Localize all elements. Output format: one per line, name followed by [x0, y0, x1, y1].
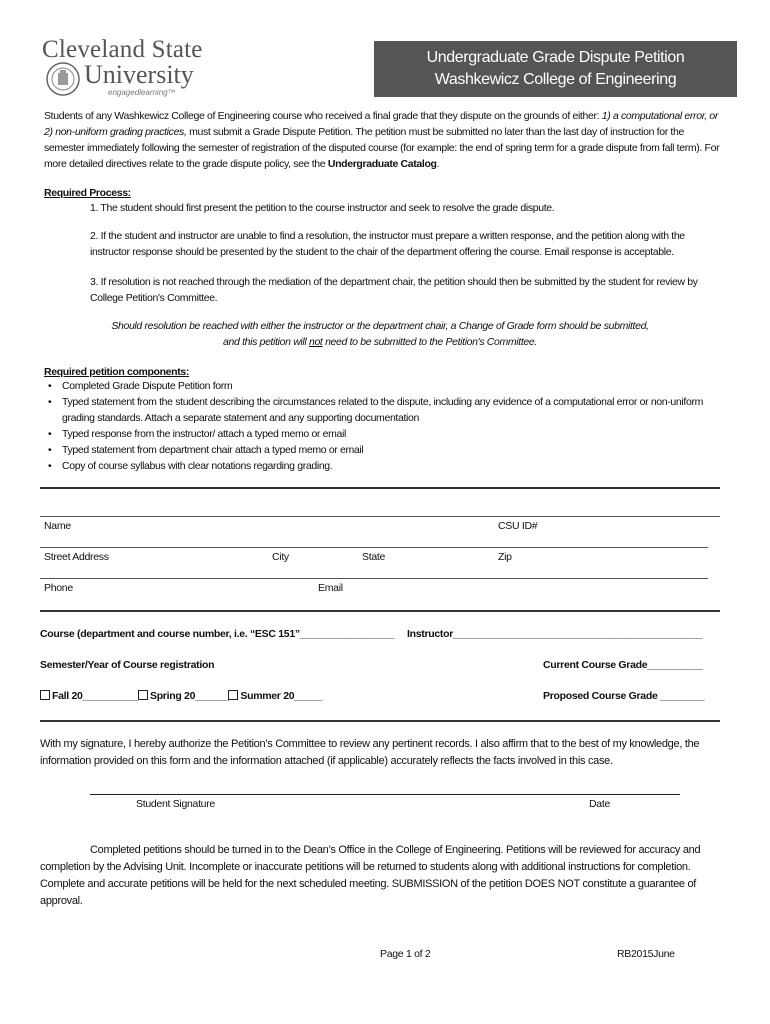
page-number: Page 1 of 2	[380, 948, 431, 960]
proposed-grade-field[interactable]: Proposed Course Grade ________	[543, 690, 705, 702]
intro-paragraph	[44, 108, 724, 172]
spring-checkbox[interactable]	[138, 690, 148, 700]
note-line-2b: need to be submitted to the Petition's Committee.	[322, 336, 537, 348]
divider	[40, 610, 720, 612]
date-label: Date	[589, 798, 610, 810]
state-label: State	[362, 551, 386, 563]
term-options	[40, 690, 322, 702]
phone-label: Phone	[44, 582, 73, 594]
form-title-box	[374, 41, 737, 97]
required-components-heading: Required petition components:	[44, 366, 190, 378]
form-subtitle: Washkewicz College of Engineering	[434, 71, 677, 88]
signature-line[interactable]	[90, 794, 680, 795]
intro-end: .	[436, 158, 440, 170]
university-logo	[40, 36, 220, 106]
catalog-reference: Undergraduate Catalog	[327, 158, 437, 170]
logo-tagline: engagedlearning™	[108, 88, 176, 97]
current-grade-field[interactable]: Current Course Grade__________	[543, 659, 703, 671]
summer-checkbox[interactable]	[228, 690, 238, 700]
street-address-label: Street Address	[44, 551, 109, 563]
intro-grounds: 1) a computational error, or 2) non-uniform grading practices,	[44, 110, 719, 138]
required-process-heading: Required Process:	[44, 187, 131, 199]
city-label: City	[272, 551, 289, 563]
note-line-1: Should resolution be reached with either the instructor or the department chair, a Change of Grade form should be submitted,	[111, 320, 649, 332]
process-step-3: 3. If resolution is not reached through the mediation of the department chair, the petition should then be submitted by the student for review by College Petition's Committee.	[90, 276, 698, 304]
list-item: • Typed response from the instructor/ attach a typed memo or email	[44, 426, 724, 442]
divider	[40, 720, 720, 722]
logo-text-line1: Cleveland State	[42, 36, 203, 63]
summer-label: Summer 20_____	[240, 690, 322, 702]
university-seal-icon	[46, 62, 80, 96]
process-step-1: 1. The student should first present the petition to the course instructor and seek to resolve the grade dispute.	[90, 202, 555, 214]
semester-label: Semester/Year of Course registration	[40, 659, 215, 671]
list-item: • Copy of course syllabus with clear notations regarding grading.	[44, 458, 724, 474]
form-title: Undergraduate Grade Dispute Petition	[426, 49, 685, 66]
address-line[interactable]	[40, 578, 708, 579]
intro-text-2: must submit a Grade Dispute Petition. The petition must be submitted no later than the last day of instruction for the semester immediately following the semester of registration of the disputed course (for example: the end of spring term for a grade dispute from fall term). For more detailed directives relate to the grade dispute policy, see the	[44, 126, 720, 170]
authorization-statement: With my signature, I hereby authorize the Petition’s Committee to review any pertinent records. I also affirm that to the best of my knowledge, the information provided on this form and the information attached (if applicable) accurately reflects the facts involved in this case.	[40, 738, 700, 767]
logo-text-line2: University	[84, 60, 194, 89]
list-item: • Typed statement from the student describing the circumstances related to the dispute, including any evidence of a computational error or non-uniform grading standards. Attach a separate statement and any supporting documentation	[44, 394, 724, 426]
components-list	[44, 378, 724, 474]
course-field[interactable]: Course (department and course number, i.e. “ESC 151”_________________	[40, 628, 394, 640]
divider	[40, 487, 720, 489]
list-item: • Completed Grade Dispute Petition form	[44, 378, 724, 394]
revision-code: RB2015June	[617, 948, 675, 960]
note-line-2a: and this petition will	[223, 336, 309, 348]
email-label: Email	[318, 582, 343, 594]
csu-id-label: CSU ID#	[498, 520, 538, 532]
instructor-field[interactable]: Instructor_____________________________________________	[407, 628, 703, 640]
name-line[interactable]	[40, 547, 708, 548]
zip-label: Zip	[498, 551, 512, 563]
spring-label: Spring 20______	[149, 690, 229, 702]
name-label: Name	[44, 520, 71, 532]
list-item: • Typed statement from department chair attach a typed memo or email	[44, 442, 724, 458]
process-step-2: 2. If the student and instructor are unable to find a resolution, the instructor must prepare a written response, and the petition along with the instructor response should be presented by the student to the chair of the department offering the course. Email response is acceptable.	[90, 230, 685, 258]
closing-paragraph: Completed petitions should be turned in to the Dean’s Office in the College of Engineering. Petitions will be reviewed for accuracy and completion by the Advising Unit. Incomplete or inaccurate petitions will be returned to students along with additional instructions for completion. Complete and accurate petitions will be held for the next scheduled meeting. SUBMISSION of the petition DOES NOT constitute a guarantee of approval.	[40, 844, 701, 907]
fall-checkbox[interactable]	[40, 690, 50, 700]
student-signature-label: Student Signature	[136, 798, 215, 810]
note-not: not	[308, 336, 323, 348]
divider	[40, 516, 720, 517]
intro-text: Students of any Washkewicz College of Engineering course who received a final grade that they dispute on the grounds of either:	[44, 110, 602, 122]
fall-label: Fall 20__________	[52, 690, 138, 702]
resolution-note	[100, 318, 660, 350]
